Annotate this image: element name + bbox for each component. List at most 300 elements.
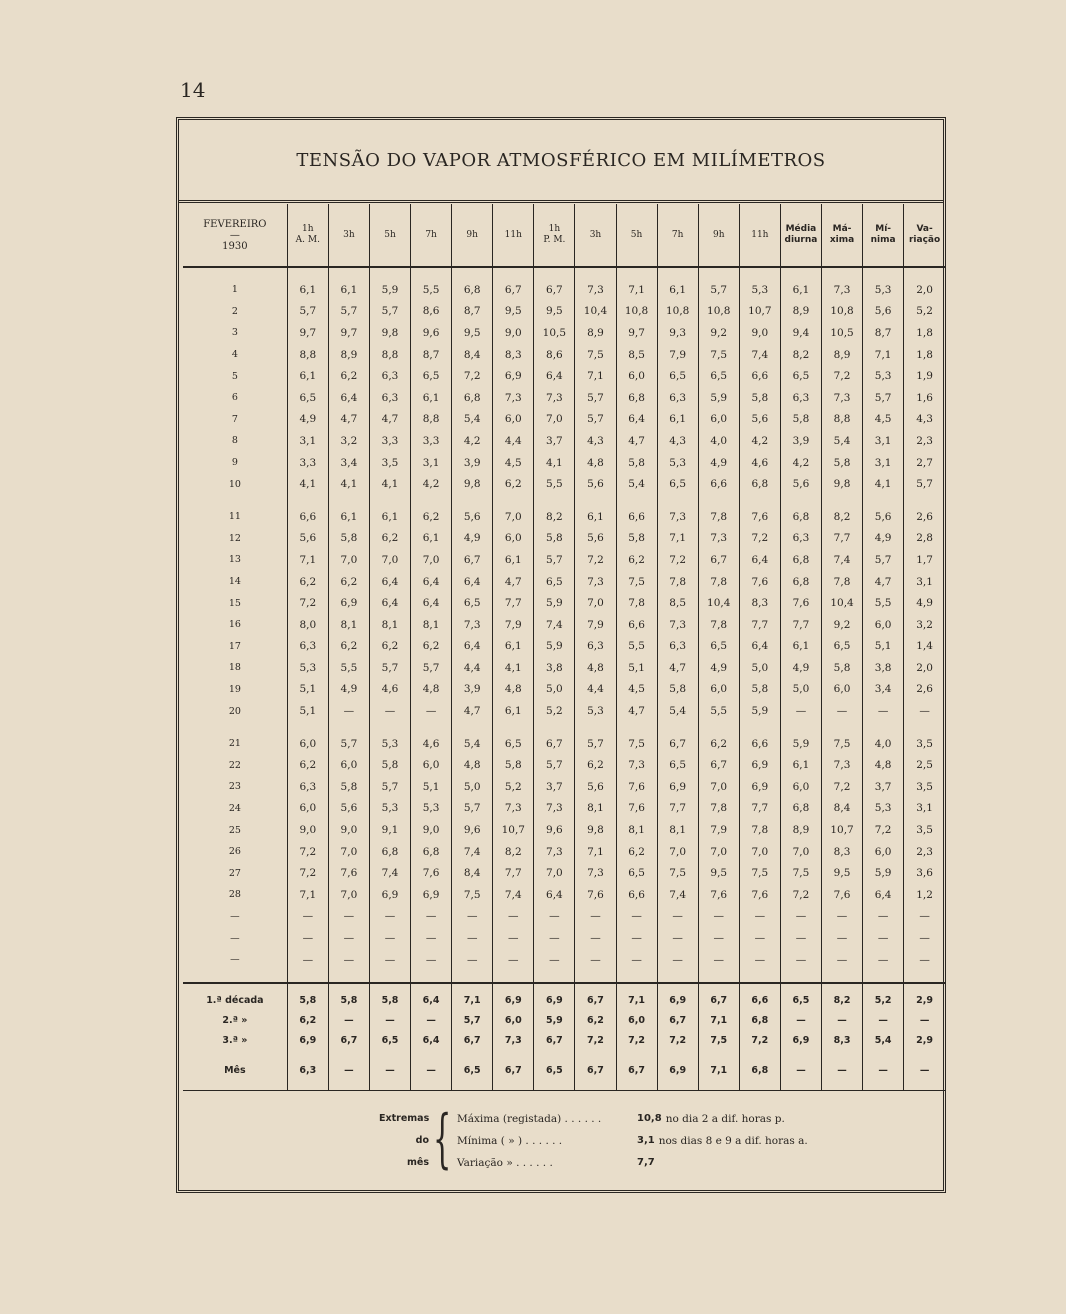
table-cell: 8,4 <box>821 798 862 820</box>
table-cell: 6,3 <box>287 1050 328 1091</box>
table-cell: 6,0 <box>863 841 904 863</box>
table-cell: 8,3 <box>821 1030 862 1050</box>
table-cell: — <box>369 700 410 722</box>
table-cell: 5,2 <box>534 700 575 722</box>
column-header <box>287 204 328 267</box>
table-cell: 6,5 <box>657 473 698 495</box>
table-cell: 3,8 <box>534 657 575 679</box>
table-cell: 7,6 <box>821 884 862 906</box>
table-cell: 4,1 <box>287 473 328 495</box>
table-cell: 8,1 <box>616 819 657 841</box>
table-row <box>183 636 945 658</box>
table-cell: 7,3 <box>821 387 862 409</box>
table-cell: 6,5 <box>452 1050 493 1091</box>
table-cell: 6,1 <box>287 365 328 387</box>
table-cell: 6,2 <box>698 733 739 755</box>
row-label: 26 <box>228 846 241 858</box>
table-cell: 3,9 <box>452 679 493 701</box>
table-row <box>183 819 945 841</box>
column-header-line: Média <box>785 224 817 234</box>
spacer-cell <box>821 267 862 279</box>
table-cell: 5,8 <box>780 409 821 431</box>
table-cell: 7,2 <box>287 592 328 614</box>
table-cell: 6,9 <box>287 1030 328 1050</box>
column-header-line: Mí- <box>875 224 892 234</box>
spacer-cell <box>369 495 410 506</box>
table-cell: 7,5 <box>616 733 657 755</box>
table-cell: 5,6 <box>863 506 904 528</box>
table-cell: 5,5 <box>698 700 739 722</box>
spacer-cell <box>287 970 328 983</box>
table-cell: 8,7 <box>411 344 452 366</box>
table-cell: 5,2 <box>904 301 945 323</box>
column-header-line: 9h <box>466 229 478 240</box>
table-cell: 7,1 <box>698 1050 739 1091</box>
table-cell: 3,2 <box>904 614 945 636</box>
spacer-cell <box>904 970 945 983</box>
table-cell: 6,3 <box>287 636 328 658</box>
table-cell: 5,5 <box>411 279 452 301</box>
table-cell: 8,2 <box>493 841 534 863</box>
table-cell: 6,0 <box>328 754 369 776</box>
table-cell: — <box>287 906 328 928</box>
spacer-cell <box>534 495 575 506</box>
spacer-cell <box>328 722 369 733</box>
table-cell: 6,7 <box>534 279 575 301</box>
table-cell: 6,8 <box>452 279 493 301</box>
table-cell: 1,9 <box>904 365 945 387</box>
row-label: 7 <box>231 413 238 425</box>
row-label: 3.ª » <box>222 1034 248 1046</box>
table-cell: — <box>287 949 328 971</box>
page-number: 14 <box>180 78 206 102</box>
table-cell: 5,4 <box>863 1030 904 1050</box>
table-row <box>183 279 945 301</box>
table-cell: 6,1 <box>287 279 328 301</box>
table-cell: 6,0 <box>616 1010 657 1030</box>
table-cell: 6,0 <box>780 776 821 798</box>
row-label: 4 <box>231 349 238 361</box>
table-cell: 6,2 <box>369 636 410 658</box>
table-cell: 8,1 <box>328 614 369 636</box>
table-cell: 3,3 <box>411 430 452 452</box>
spacer-cell <box>698 267 739 279</box>
table-cell: 5,7 <box>698 279 739 301</box>
table-cell: 7,7 <box>821 528 862 550</box>
column-header <box>904 204 945 267</box>
spacer-cell <box>493 495 534 506</box>
table-cell: 4,2 <box>411 473 452 495</box>
spacer-cell <box>369 970 410 983</box>
table-cell: 8,8 <box>411 409 452 431</box>
table-cell: 5,7 <box>575 733 616 755</box>
header-row <box>183 204 945 267</box>
table-cell: 4,7 <box>493 571 534 593</box>
column-header-line: 5h <box>384 229 396 240</box>
table-row <box>183 571 945 593</box>
table-cell: — <box>493 927 534 949</box>
table-cell: 7,4 <box>821 549 862 571</box>
table-cell: 6,9 <box>493 983 534 1010</box>
spacer-cell <box>328 970 369 983</box>
table-cell: 3,8 <box>863 657 904 679</box>
table-cell: 6,8 <box>739 473 780 495</box>
table-cell: 7,1 <box>657 528 698 550</box>
table-cell: 4,7 <box>369 409 410 431</box>
year: 1930 <box>222 240 248 252</box>
table-cell: 7,3 <box>821 754 862 776</box>
spacer-cell <box>780 970 821 983</box>
table-cell: 9,7 <box>328 322 369 344</box>
table-cell: — <box>287 927 328 949</box>
table-cell: 7,4 <box>369 862 410 884</box>
table-cell: 7,2 <box>287 841 328 863</box>
table-cell: 6,5 <box>493 733 534 755</box>
table-cell: — <box>411 700 452 722</box>
table-row <box>183 949 945 971</box>
spacer-cell <box>534 722 575 733</box>
table-cell: 8,2 <box>534 506 575 528</box>
table-cell: 7,1 <box>575 365 616 387</box>
table-cell: 5,3 <box>863 365 904 387</box>
table-cell: 7,5 <box>698 1030 739 1050</box>
table-cell: 7,3 <box>452 614 493 636</box>
page-title: TENSÃO DO VAPOR ATMOSFÉRICO EM MILÍMETROS <box>296 150 826 171</box>
row-label: — <box>230 954 240 966</box>
table-cell: 6,5 <box>780 365 821 387</box>
table-cell: 7,4 <box>452 841 493 863</box>
table-cell: 7,3 <box>534 798 575 820</box>
table-cell: 9,8 <box>369 322 410 344</box>
table-cell: 7,3 <box>493 798 534 820</box>
table-cell: 6,7 <box>698 549 739 571</box>
table-cell: — <box>328 949 369 971</box>
table-cell: 6,9 <box>493 365 534 387</box>
table-row <box>183 506 945 528</box>
spacer-cell <box>863 970 904 983</box>
table-cell: 8,1 <box>575 798 616 820</box>
table-cell: 3,1 <box>904 571 945 593</box>
table-cell: 4,1 <box>328 473 369 495</box>
table-cell: 6,9 <box>328 592 369 614</box>
table-cell: 5,1 <box>287 679 328 701</box>
table-cell: — <box>616 906 657 928</box>
extreme-name: Variação » . . . . . . <box>457 1157 553 1169</box>
table-cell: 4,6 <box>411 733 452 755</box>
table-cell: 3,5 <box>904 733 945 755</box>
extreme-value: 10,8 <box>637 1113 662 1124</box>
table-cell: 9,0 <box>493 322 534 344</box>
table-cell: 8,7 <box>863 322 904 344</box>
table-cell: 7,1 <box>863 344 904 366</box>
table-cell: 6,0 <box>863 614 904 636</box>
table-cell: 4,3 <box>657 430 698 452</box>
row-spacer <box>183 267 945 279</box>
table-cell: 7,6 <box>739 506 780 528</box>
table-cell: 5,7 <box>411 657 452 679</box>
row-label: 2.ª » <box>222 1014 248 1026</box>
table-cell: 6,2 <box>328 636 369 658</box>
table-cell: 8,4 <box>452 862 493 884</box>
table-cell: 9,3 <box>657 322 698 344</box>
table-cell: 5,8 <box>328 983 369 1010</box>
table-cell: 1,7 <box>904 549 945 571</box>
row-label: 24 <box>228 802 241 814</box>
table-cell: 6,4 <box>452 571 493 593</box>
table-cell: 6,2 <box>369 528 410 550</box>
table-cell: 4,9 <box>698 657 739 679</box>
spacer-cell <box>287 495 328 506</box>
table-cell: 5,7 <box>287 301 328 323</box>
table-cell: 6,2 <box>616 841 657 863</box>
table-cell: 8,9 <box>780 819 821 841</box>
column-header-line: 1h <box>302 224 314 234</box>
table-cell: 4,1 <box>369 473 410 495</box>
table-cell: 6,7 <box>575 1050 616 1091</box>
table-cell: 10,8 <box>657 301 698 323</box>
table-cell: 9,5 <box>493 301 534 323</box>
table-cell: 6,9 <box>369 884 410 906</box>
table-cell: 6,6 <box>287 506 328 528</box>
table-cell: 6,3 <box>657 387 698 409</box>
table-cell: 5,9 <box>534 592 575 614</box>
table-row <box>183 344 945 366</box>
row-label: 2 <box>231 305 238 317</box>
table-cell: 5,6 <box>328 798 369 820</box>
table-cell: — <box>780 1050 821 1091</box>
table-cell: 6,1 <box>493 700 534 722</box>
table-cell: — <box>780 949 821 971</box>
extremes-label-line: mês <box>407 1157 429 1168</box>
table-cell: 7,0 <box>534 862 575 884</box>
table-cell: 4,9 <box>863 528 904 550</box>
row-label: 25 <box>228 824 241 836</box>
table-row <box>183 776 945 798</box>
table-cell: 5,8 <box>328 528 369 550</box>
table-row <box>183 927 945 949</box>
table-cell: 6,8 <box>780 798 821 820</box>
spacer-cell <box>904 495 945 506</box>
table-cell: 5,8 <box>616 452 657 474</box>
spacer-cell <box>657 267 698 279</box>
row-label: — <box>230 932 240 944</box>
table-cell: 5,6 <box>575 473 616 495</box>
table-cell: 8,9 <box>328 344 369 366</box>
table-cell: — <box>657 906 698 928</box>
brace-icon: { <box>433 1102 452 1176</box>
table-cell: 10,7 <box>493 819 534 841</box>
table-cell: 4,2 <box>452 430 493 452</box>
table-cell: 3,3 <box>369 430 410 452</box>
row-label: 28 <box>228 889 241 901</box>
table-cell: 4,4 <box>575 679 616 701</box>
table-cell: 6,6 <box>616 884 657 906</box>
table-cell: — <box>534 949 575 971</box>
table-cell: 7,3 <box>493 1030 534 1050</box>
table-cell: 7,9 <box>493 614 534 636</box>
extreme-value: 3,1 <box>637 1135 655 1146</box>
table-cell: 6,5 <box>411 365 452 387</box>
table-row <box>183 528 945 550</box>
table-cell: 5,8 <box>287 983 328 1010</box>
table-cell: — <box>821 1010 862 1030</box>
table-body <box>183 267 945 1091</box>
table-cell: 4,8 <box>493 679 534 701</box>
table-cell: 3,1 <box>287 430 328 452</box>
table-cell: 9,6 <box>411 322 452 344</box>
table-cell: — <box>452 927 493 949</box>
extreme-variation <box>457 1152 937 1174</box>
table-cell: — <box>863 949 904 971</box>
table-row <box>183 430 945 452</box>
table-cell: 6,8 <box>739 1010 780 1030</box>
table-cell: 6,8 <box>739 1050 780 1091</box>
table-cell: 7,8 <box>821 571 862 593</box>
table-cell: — <box>616 949 657 971</box>
table-cell: 6,3 <box>780 528 821 550</box>
column-header-line: 7h <box>425 229 437 240</box>
spacer-cell <box>287 267 328 279</box>
table-cell: 7,5 <box>452 884 493 906</box>
table-cell: 5,7 <box>575 409 616 431</box>
row-label: 10 <box>228 478 241 490</box>
table-cell: — <box>780 927 821 949</box>
table-cell: — <box>328 1050 369 1091</box>
table-cell: 4,1 <box>493 657 534 679</box>
spacer-cell <box>183 495 287 506</box>
table-cell: 6,0 <box>616 365 657 387</box>
table-cell: 7,7 <box>493 592 534 614</box>
spacer-cell <box>411 495 452 506</box>
table-cell: 8,2 <box>780 344 821 366</box>
table-cell: 6,4 <box>411 592 452 614</box>
column-header-line: Má- <box>832 224 852 234</box>
table-cell: 2,3 <box>904 841 945 863</box>
table-cell: 4,9 <box>452 528 493 550</box>
table-cell: 5,0 <box>452 776 493 798</box>
table-cell: 7,3 <box>616 754 657 776</box>
table-cell: 4,5 <box>493 452 534 474</box>
table-cell: 6,2 <box>575 754 616 776</box>
table-cell: — <box>739 949 780 971</box>
spacer-cell <box>739 722 780 733</box>
table-cell: 4,7 <box>863 571 904 593</box>
table-cell: 4,7 <box>328 409 369 431</box>
spacer-cell <box>863 495 904 506</box>
table-cell: 5,6 <box>780 473 821 495</box>
table-cell: 6,7 <box>534 1030 575 1050</box>
table-cell: 2,6 <box>904 506 945 528</box>
table-cell: — <box>780 906 821 928</box>
table-cell: 3,5 <box>904 819 945 841</box>
row-label: 13 <box>228 554 241 566</box>
spacer-cell <box>780 495 821 506</box>
row-label: — <box>230 910 240 922</box>
table-cell: 6,1 <box>575 506 616 528</box>
table-cell: 5,1 <box>863 636 904 658</box>
table-cell: 9,2 <box>821 614 862 636</box>
row-label: 6 <box>231 392 238 404</box>
table-cell: 9,0 <box>739 322 780 344</box>
table-cell: 6,3 <box>780 387 821 409</box>
table-cell: 6,0 <box>493 1010 534 1030</box>
table-cell: — <box>698 949 739 971</box>
table-cell: 6,3 <box>287 776 328 798</box>
table-cell: — <box>863 906 904 928</box>
table-cell: 6,7 <box>657 733 698 755</box>
row-label: 9 <box>231 457 238 469</box>
table-cell: 6,5 <box>616 862 657 884</box>
spacer-cell <box>369 722 410 733</box>
table-cell: — <box>328 1010 369 1030</box>
table-cell: 7,3 <box>575 279 616 301</box>
table-cell: 9,8 <box>575 819 616 841</box>
table-row <box>183 884 945 906</box>
spacer-cell <box>369 267 410 279</box>
table-cell: 2,7 <box>904 452 945 474</box>
extreme-name: Máxima (registada) . . . . . . <box>457 1113 602 1125</box>
spacer-cell <box>452 970 493 983</box>
table-cell: 5,7 <box>575 387 616 409</box>
extremes-rows <box>457 1108 937 1174</box>
spacer-cell <box>575 267 616 279</box>
table-cell: 4,3 <box>904 409 945 431</box>
table-cell: 6,8 <box>616 387 657 409</box>
table-cell: 7,8 <box>616 592 657 614</box>
table-cell: 7,7 <box>493 862 534 884</box>
spacer-cell <box>452 267 493 279</box>
table-cell: 7,0 <box>780 841 821 863</box>
table-cell: 5,7 <box>369 657 410 679</box>
table-cell: 9,5 <box>821 862 862 884</box>
table-cell: 9,5 <box>698 862 739 884</box>
table-cell: — <box>369 1050 410 1091</box>
table-cell: 6,5 <box>780 983 821 1010</box>
table-cell: — <box>369 927 410 949</box>
table-cell: 7,0 <box>328 549 369 571</box>
table-cell: 4,8 <box>575 657 616 679</box>
table-cell: 9,7 <box>287 322 328 344</box>
spacer-cell <box>698 722 739 733</box>
table-cell: 7,5 <box>698 344 739 366</box>
spacer-cell <box>534 267 575 279</box>
table-cell: 3,1 <box>904 798 945 820</box>
table-cell: 6,0 <box>287 798 328 820</box>
table-cell: — <box>493 949 534 971</box>
row-label: 20 <box>228 705 241 717</box>
table-cell: 5,5 <box>863 592 904 614</box>
column-header-line: nima <box>870 235 896 245</box>
table-row <box>183 365 945 387</box>
table-cell: 4,5 <box>863 409 904 431</box>
table-cell: 8,0 <box>287 614 328 636</box>
table-cell: 4,6 <box>739 452 780 474</box>
table-cell: 3,7 <box>863 776 904 798</box>
table-row <box>183 473 945 495</box>
table-cell: 7,4 <box>739 344 780 366</box>
table-cell: 7,4 <box>534 614 575 636</box>
spacer-cell <box>616 722 657 733</box>
table-cell: 3,1 <box>863 452 904 474</box>
row-label: 14 <box>228 576 241 588</box>
spacer-cell <box>493 267 534 279</box>
spacer-cell <box>657 970 698 983</box>
table-cell: 7,5 <box>780 862 821 884</box>
table-cell: 5,9 <box>369 279 410 301</box>
table-cell: 3,1 <box>411 452 452 474</box>
table-cell: 7,0 <box>328 841 369 863</box>
table-cell: 7,2 <box>821 776 862 798</box>
